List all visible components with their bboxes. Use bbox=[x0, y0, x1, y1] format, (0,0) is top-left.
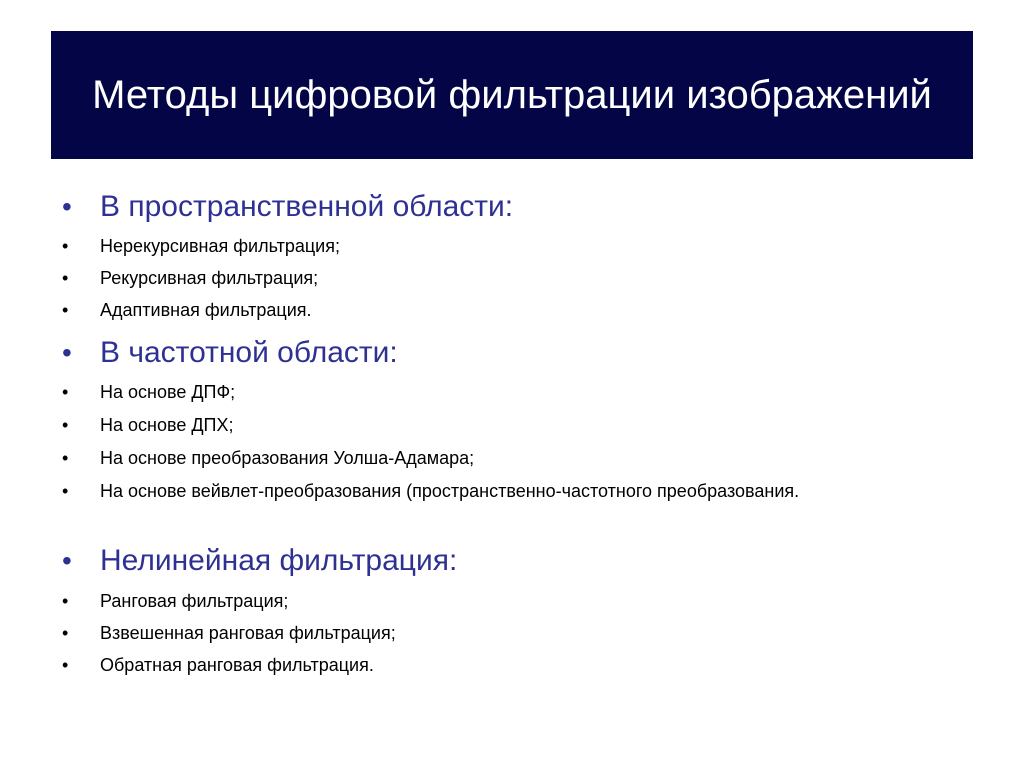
bullet-icon: • bbox=[62, 481, 69, 501]
bullet-icon: • bbox=[62, 191, 72, 222]
bullet-icon: • bbox=[62, 448, 69, 468]
list-item-text: Рекурсивная фильтрация; bbox=[100, 268, 319, 288]
bullet-icon: • bbox=[62, 300, 69, 320]
list-item bbox=[62, 651, 962, 679]
bullet-icon: • bbox=[62, 268, 69, 288]
section-heading-nonlinear bbox=[62, 543, 962, 579]
section-heading-spatial bbox=[62, 189, 962, 225]
bullet-icon: • bbox=[62, 623, 69, 643]
list-item bbox=[62, 378, 962, 406]
list-item-text: На основе ДПХ; bbox=[100, 415, 234, 435]
bullet-icon: • bbox=[62, 382, 69, 402]
section-heading-text: В частотной области: bbox=[100, 336, 398, 369]
list-item-text: На основе вейвлет-преобразования (пространственно-частотного преобразования. bbox=[100, 481, 800, 501]
list-item bbox=[62, 619, 962, 647]
section-heading-text: Нелинейная фильтрация: bbox=[100, 544, 458, 577]
bullet-icon: • bbox=[62, 655, 69, 675]
list-item-text: Взвешенная ранговая фильтрация; bbox=[100, 623, 396, 643]
list-item-text: На основе ДПФ; bbox=[100, 382, 236, 402]
section-heading-text: В пространственной области: bbox=[100, 190, 514, 223]
section-heading-frequency bbox=[62, 335, 962, 371]
bullet-icon: • bbox=[62, 545, 72, 576]
bullet-icon: • bbox=[62, 415, 69, 435]
list-item bbox=[62, 264, 962, 292]
slide-title: Методы цифровой фильтрации изображений bbox=[92, 73, 932, 117]
list-item-text: Обратная ранговая фильтрация. bbox=[100, 655, 374, 675]
list-item bbox=[62, 477, 962, 505]
bullet-icon: • bbox=[62, 337, 72, 368]
list-item bbox=[62, 296, 962, 324]
list-item-text: Нерекурсивная фильтрация; bbox=[100, 236, 340, 256]
list-item bbox=[62, 232, 962, 260]
list-item-text: На основе преобразования Уолша-Адамара; bbox=[100, 448, 475, 468]
list-item-text: Адаптивная фильтрация. bbox=[100, 300, 312, 320]
bullet-icon: • bbox=[62, 591, 69, 611]
list-item bbox=[62, 587, 962, 615]
title-bar bbox=[51, 31, 973, 159]
list-item-text: Ранговая фильтрация; bbox=[100, 591, 289, 611]
bullet-icon: • bbox=[62, 236, 69, 256]
list-item bbox=[62, 444, 962, 472]
list-item bbox=[62, 411, 962, 439]
